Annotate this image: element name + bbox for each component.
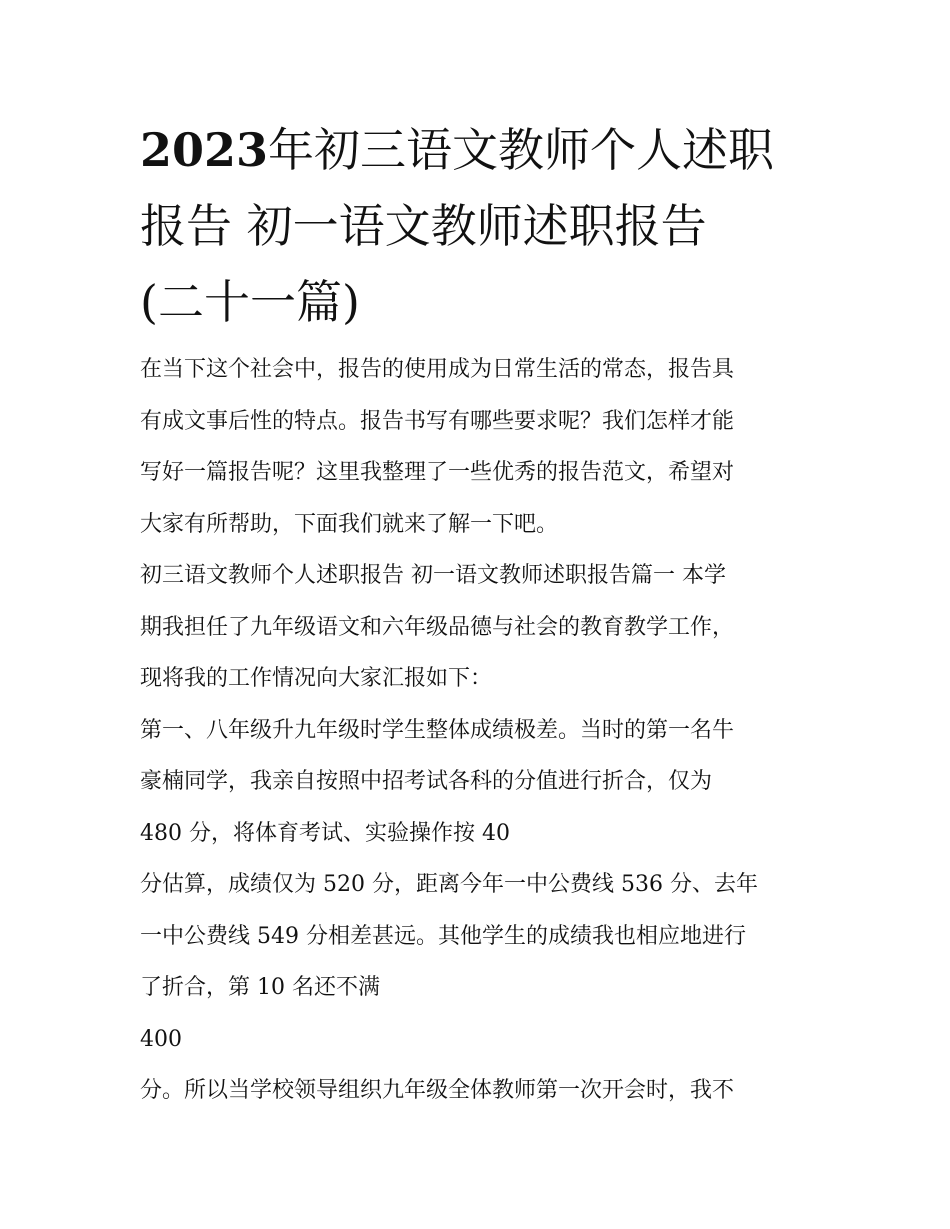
paragraph-line: 写好一篇报告呢？这里我整理了一些优秀的报告范文，希望对 — [140, 460, 735, 485]
paragraph-line: 大家有所帮助，下面我们就来了解一下吧。 — [140, 511, 559, 537]
paragraph-line: 现将我的工作情况向大家汇报如下： — [140, 666, 493, 691]
paragraph-line: 了折合，第 10 名还不满 — [140, 975, 380, 1000]
paragraph-line: 480 分，将体育考试、实验操作按 40 — [140, 820, 510, 846]
document-content — [140, 112, 820, 1117]
paragraph-meeting — [140, 1065, 820, 1117]
title-text-3: (二十一篇) — [140, 275, 360, 329]
paragraph-line: 一中公费线 549 分相差甚远。其他学生的成绩我也相应地进行 — [140, 923, 746, 949]
paragraph-line: 分。所以当学校领导组织九年级全体教师第一次开会时，我不 — [140, 1078, 735, 1103]
paragraph-first-point — [140, 705, 820, 860]
title-line-1 — [140, 112, 820, 188]
paragraph-line: 有成文事后性的特点。报告书写有哪些要求呢？我们怎样才能 — [140, 408, 735, 434]
title-text-1: 年初三语文教师个人述职 — [268, 123, 775, 177]
document-title — [140, 112, 820, 340]
title-text-2: 报告 初一语文教师述职报告 — [140, 199, 707, 253]
paragraph-line: 在当下这个社会中，报告的使用成为日常生活的常态，报告具 — [140, 357, 735, 382]
document-body — [140, 344, 820, 1117]
paragraph-section-1 — [140, 550, 820, 705]
title-year: 2023 — [140, 123, 269, 177]
paragraph-score-400 — [140, 1014, 820, 1066]
paragraph-line: 分估算，成绩仅为 520 分，距离今年一中公费线 536 分、去年 — [140, 872, 758, 897]
title-line-2 — [140, 188, 820, 264]
title-line-3 — [140, 264, 820, 340]
paragraph-score-estimate — [140, 859, 820, 1014]
paragraph-line: 期我担任了九年级语文和六年级品德与社会的教育教学工作， — [140, 614, 735, 640]
paragraph-line: 豪楠同学，我亲自按照中招考试各科的分值进行折合，仅为 — [140, 769, 713, 794]
paragraph-line: 400 — [140, 1026, 182, 1052]
paragraph-line: 第一、八年级升九年级时学生整体成绩极差。当时的第一名牛 — [140, 717, 735, 743]
paragraph-line: 初三语文教师个人述职报告 初一语文教师述职报告篇一 本学 — [140, 563, 726, 588]
paragraph-intro — [140, 344, 820, 550]
